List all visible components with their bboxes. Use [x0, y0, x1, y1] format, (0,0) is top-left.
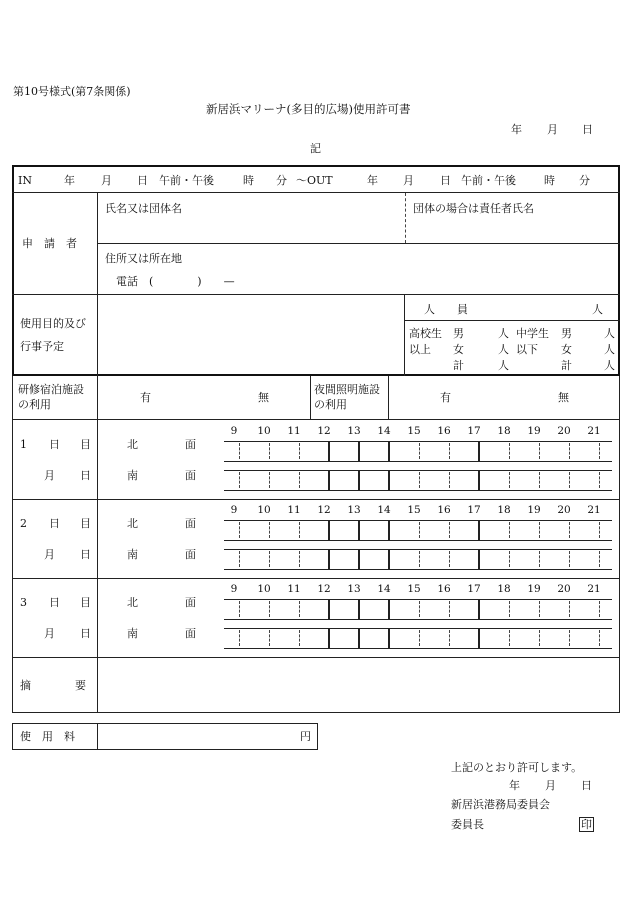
address-label: 住所又は所在地	[105, 252, 182, 265]
hour-label: 17	[467, 425, 481, 437]
hs-label-2: 以上	[409, 343, 431, 356]
hour-label: 9	[230, 504, 238, 516]
south-men: 面	[185, 469, 196, 482]
in-year: 年	[64, 174, 75, 187]
hour-label: 18	[497, 504, 511, 516]
north-time-bar[interactable]	[224, 599, 612, 619]
hour-label: 14	[377, 583, 391, 595]
lodging-label-1: 研修宿泊施設	[18, 383, 84, 396]
ms-female: 女	[561, 343, 572, 356]
hour-label: 10	[257, 504, 271, 516]
day2-label: 日	[80, 627, 91, 640]
hour-label: 9	[230, 583, 238, 595]
out-minute: 分	[579, 174, 590, 187]
day-suffix: 目	[80, 517, 91, 530]
day-label: 日	[49, 517, 60, 530]
north-men: 面	[185, 596, 196, 609]
hs-female: 女	[453, 343, 464, 356]
hour-label: 21	[587, 504, 601, 516]
hour-label: 17	[467, 583, 481, 595]
south-label: 南	[127, 548, 138, 561]
approval-day: 日	[581, 779, 592, 792]
ms-label-2: 以下	[516, 343, 538, 356]
hour-label: 19	[527, 425, 541, 437]
seal-stamp: 印	[581, 818, 592, 831]
rep-label: 団体の場合は責任者氏名	[413, 202, 534, 215]
hour-label: 21	[587, 583, 601, 595]
day2-label: 日	[80, 548, 91, 561]
hour-label: 15	[407, 425, 421, 437]
hour-label: 11	[287, 425, 301, 437]
ms-label-1: 中学生	[516, 327, 549, 340]
date-month: 月	[547, 123, 558, 136]
date-day: 日	[582, 123, 593, 136]
hour-label: 13	[347, 504, 361, 516]
ms-female-unit: 人	[604, 343, 615, 356]
hour-label: 20	[557, 425, 571, 437]
hour-label: 14	[377, 425, 391, 437]
north-time-bar[interactable]	[224, 441, 612, 461]
hour-label: 10	[257, 583, 271, 595]
month-label: 月	[44, 627, 55, 640]
hour-label: 10	[257, 425, 271, 437]
day-suffix: 目	[80, 438, 91, 451]
day-label: 日	[49, 596, 60, 609]
approval-month: 月	[545, 779, 556, 792]
in-minute: 分	[276, 174, 287, 187]
south-label: 南	[127, 469, 138, 482]
hs-male-unit: 人	[498, 327, 509, 340]
day-suffix: 目	[80, 596, 91, 609]
hs-female-unit: 人	[498, 343, 509, 356]
hour-label: 11	[287, 504, 301, 516]
form-number: 第10号様式(第7条関係)	[13, 85, 131, 98]
day2-label: 日	[80, 469, 91, 482]
south-time-bar[interactable]	[224, 549, 612, 569]
persons-label: 人 員	[424, 303, 468, 316]
ms-male: 男	[561, 327, 572, 340]
approval-year: 年	[509, 779, 520, 792]
hour-label: 19	[527, 583, 541, 595]
hour-label: 15	[407, 504, 421, 516]
north-label: 北	[127, 596, 138, 609]
purpose-label-2: 行事予定	[20, 340, 64, 353]
hs-total: 計	[453, 359, 464, 372]
north-label: 北	[127, 438, 138, 451]
out-ampm: 午前・午後	[461, 174, 516, 187]
lighting-label-2: の利用	[314, 398, 347, 411]
lighting-no[interactable]: 無	[558, 391, 569, 404]
hs-male: 男	[453, 327, 464, 340]
hour-label: 20	[557, 504, 571, 516]
south-men: 面	[185, 627, 196, 640]
fee-unit: 円	[300, 730, 311, 743]
hour-label: 21	[587, 425, 601, 437]
remarks-label: 摘 要	[20, 679, 86, 692]
hour-label: 11	[287, 583, 301, 595]
hour-label: 18	[497, 425, 511, 437]
approval-chair: 委員長	[451, 818, 484, 831]
hour-label: 16	[437, 583, 451, 595]
in-label: IN	[18, 174, 32, 187]
applicant-label: 申 請 者	[22, 237, 77, 250]
hour-label: 9	[230, 425, 238, 437]
in-month: 月	[101, 174, 112, 187]
day-number: 2	[20, 517, 27, 530]
ms-male-unit: 人	[604, 327, 615, 340]
in-ampm: 午前・午後	[159, 174, 214, 187]
lighting-yes[interactable]: 有	[440, 391, 451, 404]
north-men: 面	[185, 438, 196, 451]
ms-total: 計	[561, 359, 572, 372]
lodging-no[interactable]: 無	[258, 391, 269, 404]
hour-label: 16	[437, 425, 451, 437]
approval-org: 新居浜港務局委員会	[451, 798, 550, 811]
day-number: 1	[20, 438, 27, 451]
south-label: 南	[127, 627, 138, 640]
name-label: 氏名又は団体名	[105, 202, 182, 215]
fee-input[interactable]	[98, 724, 298, 749]
south-time-bar[interactable]	[224, 628, 612, 648]
hour-label: 13	[347, 425, 361, 437]
hour-label: 18	[497, 583, 511, 595]
lodging-label-2: の利用	[18, 398, 51, 411]
purpose-label-1: 使用目的及び	[20, 317, 86, 330]
approval-text: 上記のとおり許可します。	[451, 761, 583, 774]
south-time-bar[interactable]	[224, 470, 612, 490]
month-label: 月	[44, 548, 55, 561]
day-number: 3	[20, 596, 27, 609]
day-label: 日	[49, 438, 60, 451]
hour-label: 12	[317, 583, 331, 595]
out-year: 年	[367, 174, 378, 187]
hour-label: 14	[377, 504, 391, 516]
hour-label: 17	[467, 504, 481, 516]
hour-label: 13	[347, 583, 361, 595]
in-day: 日	[137, 174, 148, 187]
out-label: ～OUT	[296, 174, 333, 187]
out-month: 月	[403, 174, 414, 187]
form-title: 新居浜マリーナ(多目的広場)使用許可書	[206, 102, 411, 116]
north-men: 面	[185, 517, 196, 530]
hs-total-unit: 人	[498, 359, 509, 372]
hour-label: 15	[407, 583, 421, 595]
hour-label: 19	[527, 504, 541, 516]
fee-label: 使 用 料	[20, 730, 75, 743]
date-year: 年	[511, 123, 522, 136]
hs-label-1: 高校生	[409, 327, 442, 340]
north-label: 北	[127, 517, 138, 530]
south-men: 面	[185, 548, 196, 561]
persons-unit: 人	[592, 303, 603, 316]
hour-label: 12	[317, 425, 331, 437]
out-day: 日	[440, 174, 451, 187]
in-hour: 時	[243, 174, 254, 187]
out-hour: 時	[544, 174, 555, 187]
lodging-yes[interactable]: 有	[140, 391, 151, 404]
ki-label: 記	[310, 142, 321, 155]
lighting-label-1: 夜間照明施設	[314, 383, 380, 396]
north-time-bar[interactable]	[224, 520, 612, 540]
hour-label: 12	[317, 504, 331, 516]
phone-label: 電話 ( ) —	[116, 275, 235, 288]
month-label: 月	[44, 469, 55, 482]
hour-label: 16	[437, 504, 451, 516]
ms-total-unit: 人	[604, 359, 615, 372]
hour-label: 20	[557, 583, 571, 595]
